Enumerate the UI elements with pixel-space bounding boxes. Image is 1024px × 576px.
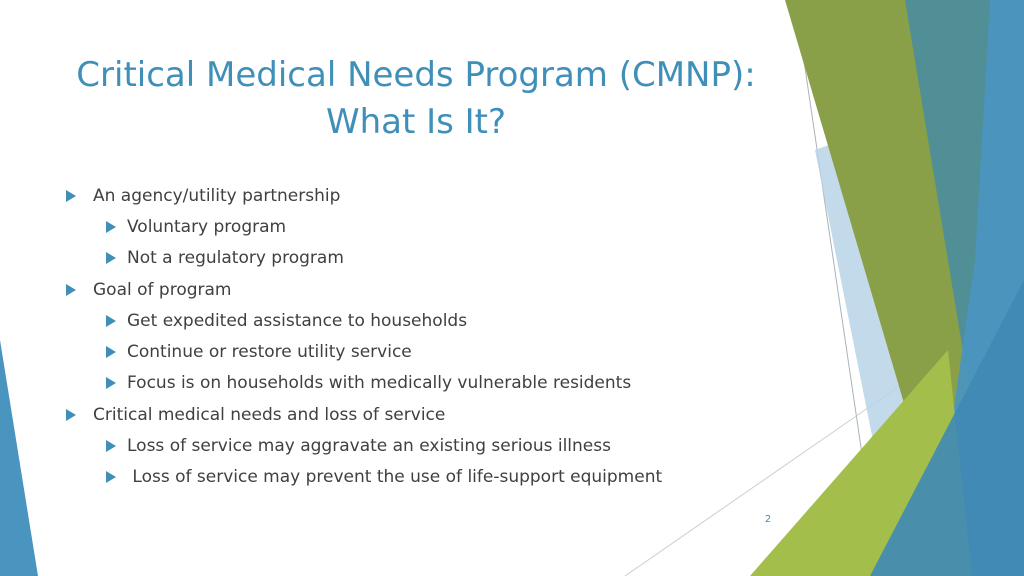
sub-bullet-item (106, 336, 412, 367)
bullet-text: Focus is on households with medically vulnerable residents (127, 372, 632, 393)
sub-bullet-item (106, 430, 611, 461)
sub-bullet-item (106, 461, 662, 492)
bullet-text: Continue or restore utility service (127, 341, 412, 362)
title-line-1: Critical Medical Needs Program (CMNP): (76, 55, 756, 95)
bullet-arrow-icon (106, 471, 116, 483)
bullet-text: Goal of program (93, 279, 232, 300)
bullet-arrow-icon (106, 315, 116, 327)
bullet-arrow-icon (106, 252, 116, 264)
bullet-arrow-icon (106, 377, 116, 389)
bullet-text: Loss of service may prevent the use of life-support equipment (127, 466, 663, 487)
bullet-arrow-icon (66, 409, 76, 421)
bullet-text: Voluntary program (127, 216, 287, 237)
bullet-arrow-icon (106, 221, 116, 233)
bullet-arrow-icon (66, 284, 76, 296)
page-number: 2 (764, 514, 772, 525)
bullet-text: Not a regulatory program (127, 247, 344, 268)
bullet-text: Critical medical needs and loss of service (93, 404, 446, 425)
sub-bullet-item (106, 367, 631, 398)
bullet-arrow-icon (106, 346, 116, 358)
bullet-item (66, 399, 445, 430)
bullet-text: An agency/utility partnership (93, 185, 341, 206)
bullet-arrow-icon (66, 190, 76, 202)
bullet-arrow-icon (106, 440, 116, 452)
sub-bullet-item (106, 242, 344, 273)
title-line-2: What Is It? (325, 102, 507, 142)
bullet-item (66, 274, 231, 305)
bullet-text: Get expedited assistance to households (127, 310, 468, 331)
bullet-item (66, 180, 340, 211)
bullet-text: Loss of service may aggravate an existing serious illness (127, 435, 611, 456)
sub-bullet-item (106, 305, 467, 336)
sub-bullet-item (106, 211, 286, 242)
